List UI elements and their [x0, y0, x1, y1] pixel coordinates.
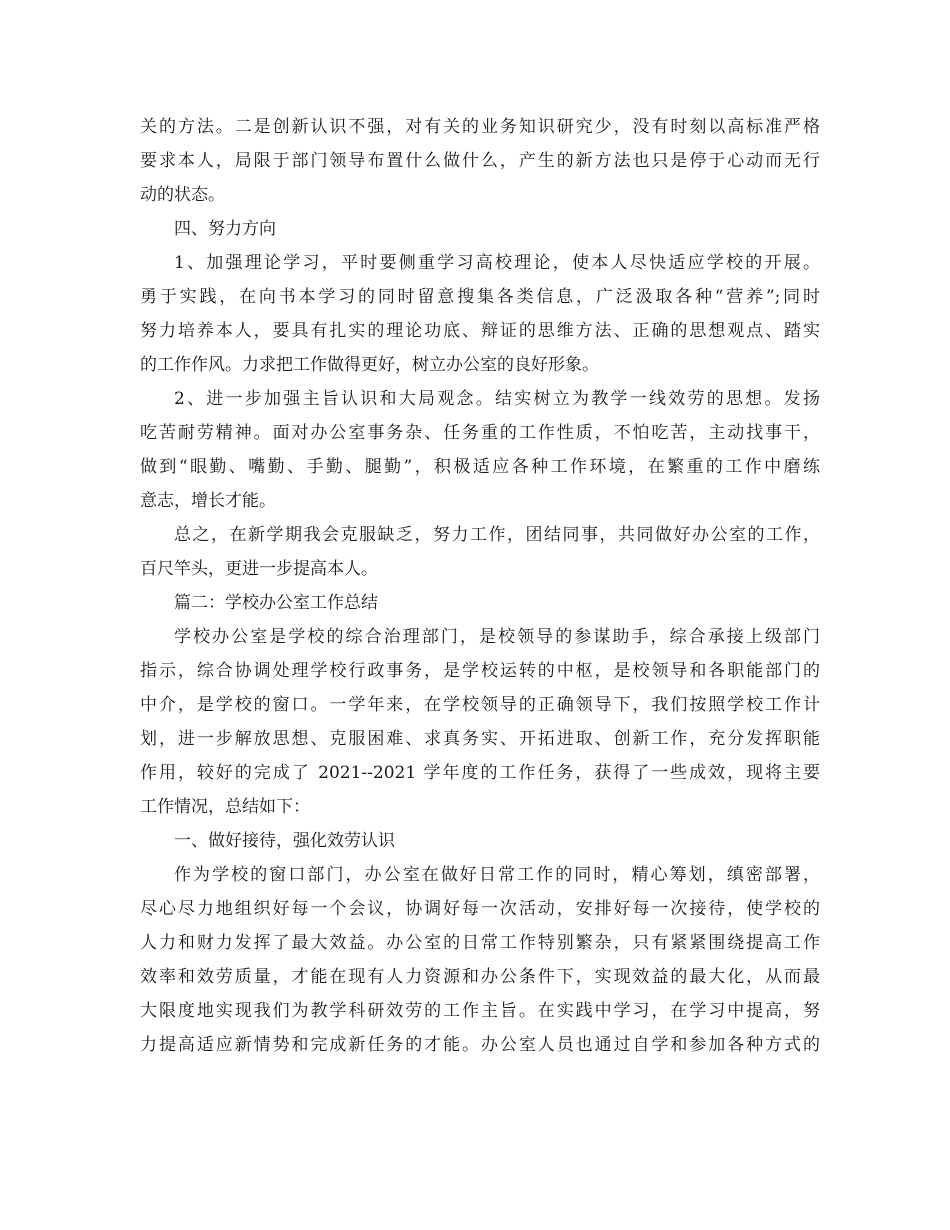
text-line: 中介，是学校的窗口。一学年来，在学校领导的正确领导下，我们按照学校工作计 [140, 695, 820, 715]
text-line: 效率和效劳质量，才能在现有人力资源和办公条件下，实现效益的最大化，从而最 [140, 967, 820, 987]
text-line: 学校办公室是学校的综合治理部门，是校领导的参谋助手，综合承接上级部门 [174, 627, 820, 647]
text-line: 动的状态。 [140, 185, 225, 205]
text-line: 尽心尽力地组织好每一个会议，协调好每一次活动，安排好每一次接待，使学校的 [140, 899, 820, 919]
text-line: 人力和财力发挥了最大效益。办公室的日常工作特别繁杂，只有紧紧围绕提高工作 [140, 933, 820, 953]
text-line: 的工作作风。力求把工作做得更好，树立办公室的良好形象。 [140, 355, 599, 375]
text-line: 工作情况，总结如下： [140, 797, 310, 817]
text-line: 划，进一步解放思想、克服困难、求真务实、开拓进取、创新工作，充分发挥职能 [140, 729, 820, 749]
text-line: 意志，增长才能。 [140, 491, 276, 511]
text-line: 大限度地实现我们为教学科研效劳的工作主旨。在实践中学习，在学习中提高，努 [140, 1001, 820, 1021]
text-line: 百尺竿头，更进一步提高本人。 [140, 559, 378, 579]
text-line: 做到“眼勤、嘴勤、手勤、腿勤”，积极适应各种工作环境，在繁重的工作中磨练 [140, 457, 820, 477]
document-body [140, 110, 820, 1062]
text-line: 吃苦耐劳精神。面对办公室事务杂、任务重的工作性质，不怕吃苦，主动找事干， [140, 423, 820, 443]
text-line: 作用，较好的完成了 2021--2021 学年度的工作任务，获得了一些成效，现将主要 [140, 763, 820, 783]
text-line: 总之，在新学期我会克服缺乏，努力工作，团结同事，共同做好办公室的工作， [174, 525, 820, 545]
text-line: 四、努力方向 [174, 219, 276, 239]
text-line: 1、加强理论学习，平时要侧重学习高校理论，使本人尽快适应学校的开展。 [174, 253, 820, 273]
text-line: 指示，综合协调处理学校行政事务，是学校运转的中枢，是校领导和各职能部门的 [140, 661, 820, 681]
text-line: 篇二：学校办公室工作总结 [174, 593, 378, 613]
text-line: 2、进一步加强主旨认识和大局观念。结实树立为教学一线效劳的思想。发扬 [174, 389, 820, 409]
text-line: 关的方法。二是创新认识不强，对有关的业务知识研究少，没有时刻以高标准严格 [140, 117, 820, 137]
text-line: 作为学校的窗口部门，办公室在做好日常工作的同时，精心筹划，缜密部署， [174, 865, 820, 885]
text-line: 勇于实践，在向书本学习的同时留意搜集各类信息，广泛汲取各种“营养”;同时 [140, 287, 820, 307]
text-line: 努力培养本人，要具有扎实的理论功底、辩证的思维方法、正确的思想观点、踏实 [140, 321, 820, 341]
text-line: 力提高适应新情势和完成新任务的才能。办公室人员也通过自学和参加各种方式的 [140, 1035, 820, 1055]
text-line: 一、做好接待，强化效劳认识 [174, 831, 395, 851]
text-line: 要求本人，局限于部门领导布置什么做什么，产生的新方法也只是停于心动而无行 [140, 151, 820, 171]
